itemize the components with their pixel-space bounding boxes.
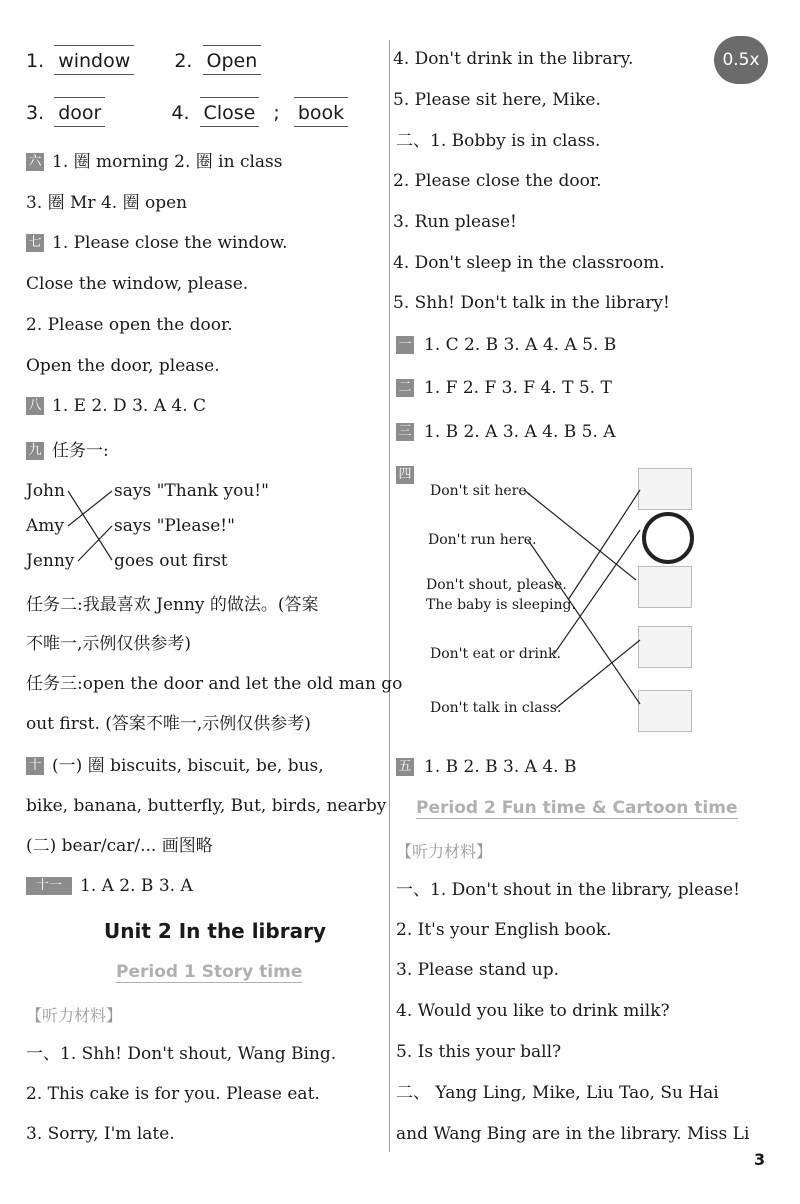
match-action-2: says "Please!" bbox=[114, 516, 235, 536]
section-badge-7: 七 bbox=[26, 234, 44, 252]
answer-window: window bbox=[54, 50, 134, 72]
left-listen-line3: 3. Sorry, I'm late. bbox=[26, 1124, 175, 1144]
answers-1: 1. C 2. B 3. A 4. A 5. B bbox=[424, 335, 617, 355]
left-listen-line2: 2. This cake is for you. Please eat. bbox=[26, 1084, 320, 1104]
item-number: 3. bbox=[26, 102, 45, 124]
sign-sentence-2: Don't run here. bbox=[428, 532, 537, 548]
match-line-jenny bbox=[78, 526, 112, 561]
right-listen-line1: 一、1. Don't shout in the library, please! bbox=[396, 880, 740, 900]
q8-answers: 1. E 2. D 3. A 4. C bbox=[52, 396, 207, 416]
right-line-top2: 5. Please sit here, Mike. bbox=[393, 90, 601, 110]
task1-label: 任务一: bbox=[52, 441, 109, 461]
section-badge-9: 九 bbox=[26, 442, 44, 460]
zoom-level-button[interactable]: 0.5x bbox=[714, 36, 768, 84]
task2-line2: 不唯一,示例仅供参考) bbox=[26, 634, 192, 654]
listening-material-label: 【听力材料】 bbox=[26, 1006, 123, 1025]
sign-sentence-5: Don't eat or drink. bbox=[430, 646, 561, 662]
match-line-john bbox=[68, 491, 112, 560]
q10-line2: bike, banana, butterfly, But, birds, nearby bbox=[26, 796, 387, 816]
item-number: 4. bbox=[171, 102, 190, 124]
match-line-sign-1 bbox=[524, 490, 636, 580]
listening-material-label-2: 【听力材料】 bbox=[396, 842, 493, 861]
item-number: 1. bbox=[26, 50, 45, 72]
task3-line2: out first. (答案不唯一,示例仅供参考) bbox=[26, 714, 311, 734]
match-line-sign-5 bbox=[556, 640, 640, 708]
sign-sentence-3: Don't shout, please. bbox=[426, 577, 567, 593]
match-action-1: says "Thank you!" bbox=[114, 481, 269, 501]
sec2-line5: 5. Shh! Don't talk in the library! bbox=[393, 293, 670, 313]
item-number: 2. bbox=[174, 50, 193, 72]
period2-label: Period 2 Fun time & Cartoon time bbox=[416, 798, 738, 818]
answer-close: Close bbox=[200, 102, 260, 124]
right-line-top1: 4. Don't drink in the library. bbox=[393, 49, 634, 69]
right-listen-line5: 5. Is this your ball? bbox=[396, 1042, 562, 1062]
task3-line1: 任务三:open the door and let the old man go bbox=[26, 674, 403, 694]
answer-open: Open bbox=[203, 50, 262, 72]
match-line-amy bbox=[68, 491, 112, 526]
q7-line4: Open the door, please. bbox=[26, 356, 220, 376]
q10-line1: (一) 圈 biscuits, biscuit, be, bus, bbox=[52, 756, 324, 776]
period1-label: Period 1 Story time bbox=[116, 962, 303, 982]
answer-door: door bbox=[54, 102, 105, 124]
section-badge-6: 六 bbox=[26, 153, 44, 171]
right-listen-line6: 二、 Yang Ling, Mike, Liu Tao, Su Hai bbox=[396, 1083, 719, 1103]
section-badge-8: 八 bbox=[26, 397, 44, 415]
match-name-jenny: Jenny bbox=[26, 551, 75, 571]
right-listen-line3: 3. Please stand up. bbox=[396, 960, 560, 980]
match-name-amy: Amy bbox=[26, 516, 65, 536]
left-listen-line1: 一、1. Shh! Don't shout, Wang Bing. bbox=[26, 1044, 337, 1064]
answer-badge-1: 一 bbox=[396, 336, 414, 354]
sec2-line3: 3. Run please! bbox=[393, 212, 517, 232]
unit-title: Unit 2 In the library bbox=[104, 919, 326, 943]
answer-book: book bbox=[294, 102, 348, 124]
answers-5: 1. B 2. B 3. A 4. B bbox=[424, 757, 577, 777]
sec2-line1: 二、1. Bobby is in class. bbox=[396, 131, 601, 151]
answer-badge-3: 三 bbox=[396, 423, 414, 441]
answers-2: 1. F 2. F 3. F 4. T 5. T bbox=[424, 378, 612, 398]
match-name-john: John bbox=[26, 481, 65, 501]
sign-sentence-6: Don't talk in class. bbox=[430, 700, 562, 716]
sign-sentence-4: The baby is sleeping. bbox=[426, 597, 576, 613]
q7-line1: 1. Please close the window. bbox=[52, 233, 288, 253]
answers-3: 1. B 2. A 3. A 4. B 5. A bbox=[424, 422, 616, 442]
match-line-sign-2 bbox=[528, 540, 640, 704]
q6-line1: 1. 圈 morning 2. 圈 in class bbox=[52, 152, 283, 172]
sec2-line2: 2. Please close the door. bbox=[393, 171, 602, 191]
separator: ; bbox=[273, 102, 280, 124]
sign-sentence-1: Don't sit here. bbox=[430, 483, 532, 499]
page-number: 3 bbox=[754, 1150, 766, 1169]
answer-badge-4: 四 bbox=[396, 466, 414, 484]
answer-badge-5: 五 bbox=[396, 758, 414, 776]
right-listen-line2: 2. It's your English book. bbox=[396, 920, 612, 940]
task2-line1: 任务二:我最喜欢 Jenny 的做法。(答案 bbox=[26, 595, 319, 615]
answer-badge-2: 二 bbox=[396, 379, 414, 397]
section-badge-10: 十 bbox=[26, 757, 44, 775]
q7-line3: 2. Please open the door. bbox=[26, 315, 233, 335]
q6-line2: 3. 圈 Mr 4. 圈 open bbox=[26, 193, 188, 213]
q7-line2: Close the window, please. bbox=[26, 274, 249, 294]
section-badge-11: 十一 bbox=[26, 877, 72, 895]
match-action-3: goes out first bbox=[114, 551, 228, 571]
right-listen-line4: 4. Would you like to drink milk? bbox=[396, 1001, 670, 1021]
right-listen-line7: and Wang Bing are in the library. Miss Li bbox=[396, 1124, 750, 1144]
sec2-line4: 4. Don't sleep in the classroom. bbox=[393, 253, 665, 273]
q11-answers: 1. A 2. B 3. A bbox=[80, 876, 193, 896]
q10-line3: (二) bear/car/... 画图略 bbox=[26, 836, 213, 856]
